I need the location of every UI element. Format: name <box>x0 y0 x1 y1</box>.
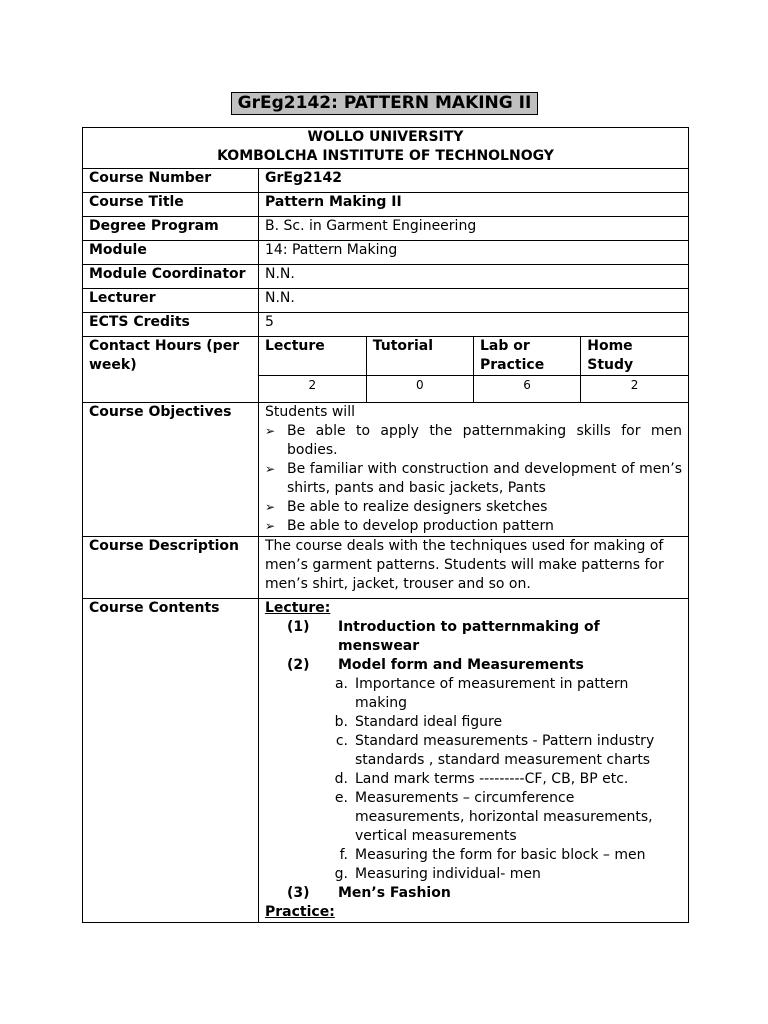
course-info-table <box>82 127 689 923</box>
row-label-lecturer: Lecturer <box>83 289 259 313</box>
subitem-letter: g. <box>334 866 348 882</box>
contact-hours-header-tutorial: Tutorial <box>366 337 473 376</box>
table-row <box>83 337 689 403</box>
subitem-letter: d. <box>334 771 348 787</box>
course-description-text: The course deals with the techniques used for making of men’s garment patterns. Students will make patterns for men’s shirt, jacket, trouser and so on. <box>259 537 689 599</box>
list-item <box>265 846 682 865</box>
subitem-text: Standard ideal figure <box>355 714 503 730</box>
lecture-heading: Lecture: <box>265 600 331 616</box>
contact-hours-lecture-value: 2 <box>259 376 366 403</box>
subitem-text: Land mark terms ---------CF, CB, BP etc. <box>355 771 629 787</box>
table-row <box>83 241 689 265</box>
row-label-degree-program: Degree Program <box>83 217 259 241</box>
arrow-bullet-icon: ➢ <box>265 462 276 476</box>
table-header-row <box>83 128 689 169</box>
table-row <box>83 217 689 241</box>
list-item <box>265 460 682 498</box>
objective-text: Be able to realize designers sketches <box>287 499 548 515</box>
objectives-intro: Students will <box>265 404 355 420</box>
lecturer-value: N.N. <box>259 289 689 313</box>
list-item <box>265 732 682 770</box>
subitem-text: Measuring individual- men <box>355 866 541 882</box>
list-item <box>265 675 682 713</box>
arrow-bullet-icon: ➢ <box>265 519 276 533</box>
subitem-text: Measuring the form for basic block – men <box>355 847 646 863</box>
row-label-contact-hours: Contact Hours (per week) <box>83 337 259 403</box>
subitem-letter: e. <box>334 790 348 806</box>
row-label-ects-credits: ECTS Credits <box>83 313 259 337</box>
contact-hours-lab-value: 6 <box>474 376 581 403</box>
module-coordinator-value: N.N. <box>259 265 689 289</box>
arrow-bullet-icon: ➢ <box>265 424 276 438</box>
row-label-course-objectives: Course Objectives <box>83 403 259 537</box>
course-contents-cell <box>259 599 689 923</box>
subitem-text: Measurements – circumference measurements, horizontal measurements, vertical measurements <box>355 790 653 844</box>
institute-name: KOMBOLCHA INSTITUTE OF TECHNOLNOGY <box>217 148 554 164</box>
contact-hours-cell <box>259 337 689 403</box>
ects-credits-value: 5 <box>259 313 689 337</box>
subitem-letter: a. <box>334 676 348 692</box>
table-row <box>83 289 689 313</box>
list-item <box>265 517 682 536</box>
module-value: 14: Pattern Making <box>259 241 689 265</box>
list-item <box>265 713 682 732</box>
arrow-bullet-icon: ➢ <box>265 500 276 514</box>
subitem-letter: f. <box>339 847 348 863</box>
contact-hours-home-study-value: 2 <box>581 376 688 403</box>
table-row <box>83 265 689 289</box>
row-label-module: Module <box>83 241 259 265</box>
contact-hours-table <box>259 337 688 402</box>
objective-text: Be able to apply the patternmaking skills for men bodies. <box>287 423 682 458</box>
table-row <box>83 193 689 217</box>
subitem-text: Importance of measurement in pattern making <box>355 676 629 711</box>
contact-hours-header-lab: Lab or Practice <box>474 337 581 376</box>
row-label-course-title: Course Title <box>83 193 259 217</box>
list-item <box>265 865 682 884</box>
section-title: Men’s Fashion <box>338 885 451 901</box>
course-number-value: GrEg2142 <box>259 169 689 193</box>
subitem-text: Standard measurements - Pattern industry standards , standard measurement charts <box>355 733 655 768</box>
university-name: WOLLO UNIVERSITY <box>307 129 464 145</box>
table-row <box>83 313 689 337</box>
course-objectives-cell <box>259 403 689 537</box>
course-title-value: Pattern Making II <box>259 193 689 217</box>
document-title: GrEg2142: PATTERN MAKING II <box>231 92 538 115</box>
section-number: (1) <box>287 619 310 635</box>
list-item <box>265 789 682 846</box>
contact-hours-header-lecture: Lecture <box>259 337 366 376</box>
row-label-course-number: Course Number <box>83 169 259 193</box>
contact-hours-header-home-study: Home Study <box>581 337 688 376</box>
objective-text: Be familiar with construction and development of men’s shirts, pants and basic jackets, Pants <box>287 461 682 496</box>
degree-program-value: B. Sc. in Garment Engineering <box>259 217 689 241</box>
table-row <box>83 169 689 193</box>
section-number: (2) <box>287 657 310 673</box>
list-item <box>265 498 682 517</box>
row-label-module-coordinator: Module Coordinator <box>83 265 259 289</box>
subitem-letter: b. <box>334 714 348 730</box>
subitem-letter: c. <box>335 733 348 749</box>
row-label-course-contents: Course Contents <box>83 599 259 923</box>
objective-text: Be able to develop production pattern <box>287 518 554 534</box>
list-item <box>265 770 682 789</box>
list-item <box>265 656 682 675</box>
section-title: Introduction to patternmaking of menswear <box>338 619 600 654</box>
table-row <box>83 599 689 923</box>
practice-heading: Practice: <box>265 904 335 920</box>
table-row <box>83 537 689 599</box>
section-title: Model form and Measurements <box>338 657 584 673</box>
list-item <box>265 618 682 656</box>
row-label-course-description: Course Description <box>83 537 259 599</box>
section-number: (3) <box>287 885 310 901</box>
list-item <box>265 884 682 903</box>
table-row <box>83 403 689 537</box>
contact-hours-tutorial-value: 0 <box>366 376 473 403</box>
list-item <box>265 422 682 460</box>
